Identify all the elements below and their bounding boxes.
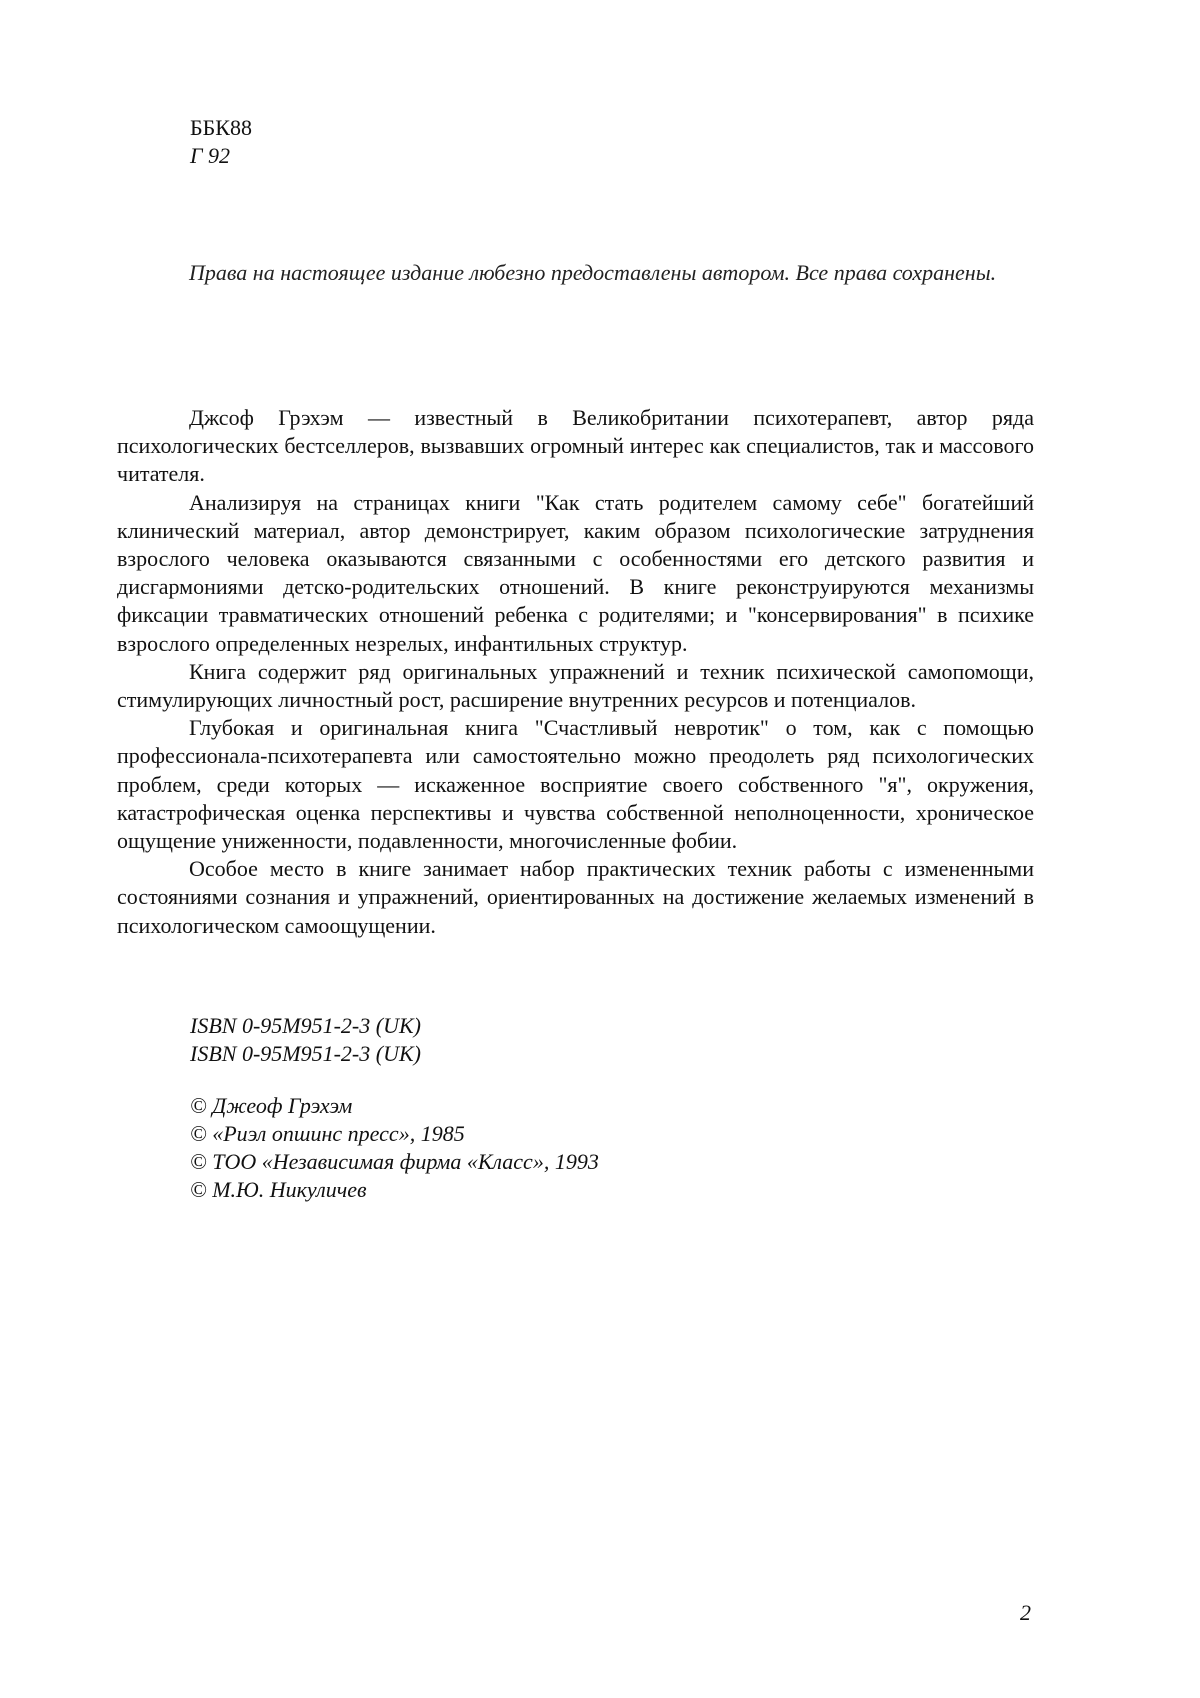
annotation-paragraph: Джсоф Грэхэм — известный в Великобритании психотерапевт, автор ряда психологических бестселлеров, вызвавших огромный интерес как специалистов, так и массового читателя.	[117, 405, 1034, 487]
rights-notice: Права на настоящее издание любезно предоставлены автором. Все права сохранены.	[189, 260, 997, 285]
annotation-paragraph: Глубокая и оригинальная книга "Счастливый невротик" о том, как с помощью профессионала-психотерапевта или самостоятельно можно преодолеть ряд психологических проблем, среди которых — искаженное восприятие своего собственного "я", окружения, катастрофическая оценка перспективы и чувства собственной неполноценности, хроническое ощущение униженности, подавленности, многочисленные фобии.	[117, 715, 1034, 854]
page-number: 2	[1020, 1600, 1031, 1625]
copyright-line: © ТОО «Независимая фирма «Класс», 1993	[190, 1149, 599, 1174]
annotation-paragraph: Особое место в книге занимает набор практических техник работы с измененными состояниями сознания и упражнений, ориентированных на достижение желаемых изменений в психологическом самоощущении.	[117, 856, 1034, 938]
author-mark: Г 92	[190, 143, 231, 168]
annotation-paragraph: Книга содержит ряд оригинальных упражнений и техник психической самопомощи, стимулирующих личностный рост, расширение внутренних ресурсов и потенциалов.	[117, 658, 1034, 713]
isbn-line: ISBN 0-95M951-2-3 (UK)	[190, 1013, 421, 1038]
annotation-text	[117, 404, 1034, 940]
copyright-line: © «Риэл опшинс пресс», 1985	[190, 1121, 465, 1146]
copyright-block	[190, 1092, 599, 1204]
isbn-block	[190, 1012, 421, 1068]
copyright-line: © Джеоф Грэхэм	[190, 1093, 353, 1118]
classification-block	[190, 114, 252, 170]
annotation-paragraph: Анализируя на страницах книги "Как стать родителем самому себе" богатейший клинический материал, автор демонстрирует, каким образом психологические затруднения взрослого человека оказываются связанными с особенностями его детского развития и дисгармониями детско-родительских отношений. В книге реконструируются механизмы фиксации травматических отношений ребенка с родителями; и "консервирования" в психике взрослого определенных незрелых, инфантильных структур.	[117, 489, 1034, 656]
bbk-code: ББК88	[190, 115, 252, 140]
copyright-line: © М.Ю. Никуличев	[190, 1177, 367, 1202]
isbn-line: ISBN 0-95M951-2-3 (UK)	[190, 1041, 421, 1066]
